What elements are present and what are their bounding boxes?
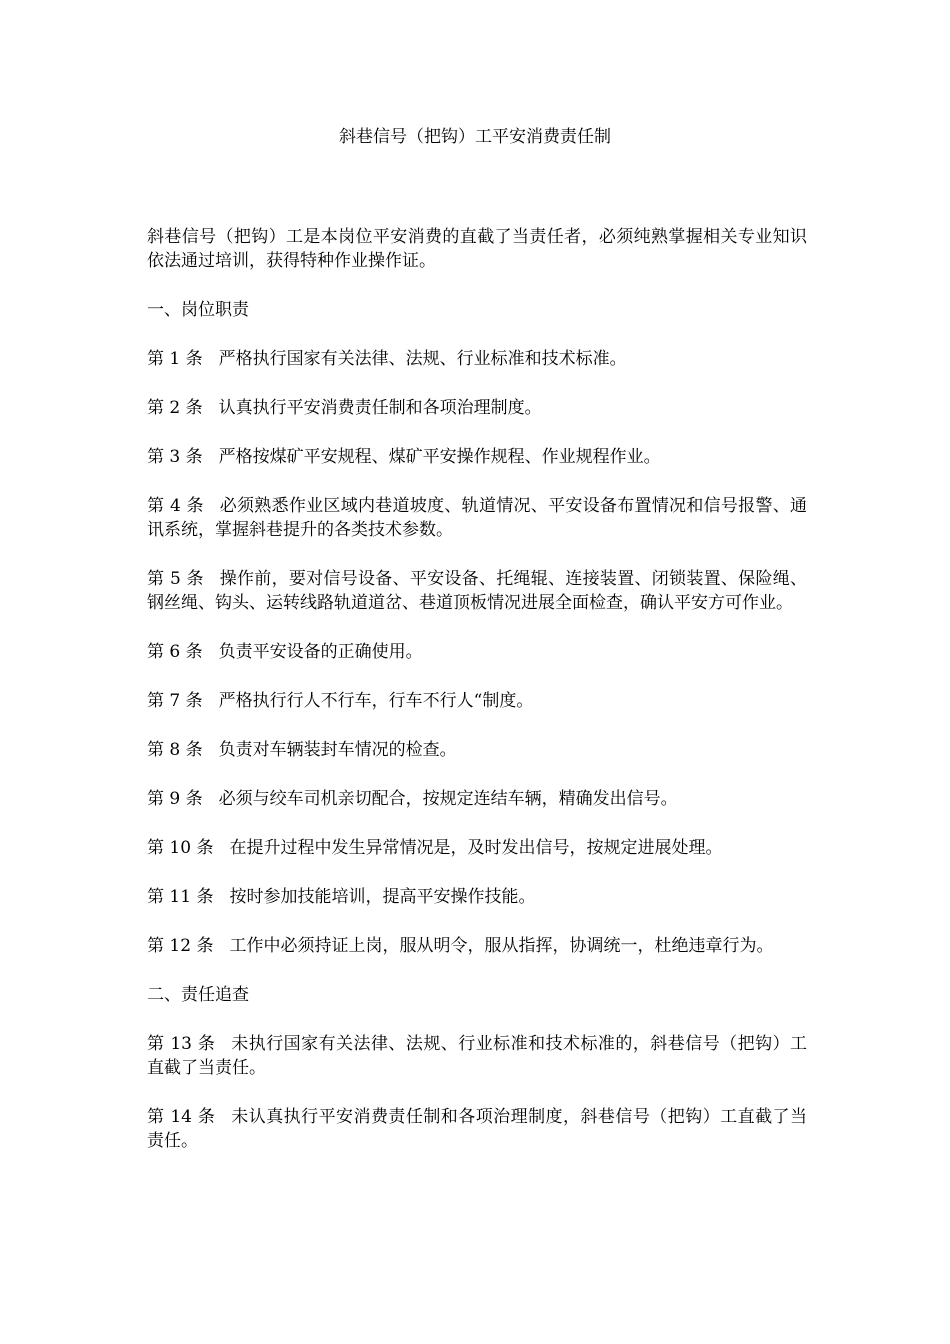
article	[147, 885, 807, 909]
article	[147, 934, 807, 958]
article-text: 必须与绞车司机亲切配合，按规定连结车辆，精确发出信号。	[218, 789, 678, 809]
article	[147, 738, 807, 762]
article-number: 第 12 条	[147, 936, 214, 956]
article-number: 第 1 条	[147, 349, 203, 369]
article-text: 在提升过程中发生异常情况是，及时发出信号，按规定进展处理。	[229, 838, 723, 858]
article-number: 第 14 条	[147, 1107, 216, 1127]
article	[147, 445, 807, 469]
article-text: 严格执行国家有关法律、法规、行业标准和技术标准。	[218, 349, 627, 369]
article-text: 工作中必须持证上岗，服从明令，服从指挥，协调统一，杜绝违章行为。	[229, 936, 774, 956]
document-title: 斜巷信号（把钩）工平安消费责任制	[339, 127, 611, 147]
article	[147, 1032, 807, 1080]
article	[147, 689, 807, 713]
article-text: 未认真执行平安消费责任制和各项治理制度，斜巷信号（把钩）工直截了当责任。	[147, 1107, 807, 1151]
article-number: 第 3 条	[147, 447, 203, 467]
intro-paragraph: 斜巷信号（把钩）工是本岗位平安消费的直截了当责任者，必须纯熟掌握相关专业知识依法通过培训，获得特种作业操作证。	[147, 227, 807, 271]
article-number: 第 9 条	[147, 789, 203, 809]
article	[147, 347, 807, 371]
article	[147, 494, 807, 542]
article-number: 第 2 条	[147, 398, 203, 418]
article-number: 第 13 条	[147, 1034, 216, 1054]
article	[147, 836, 807, 860]
article-number: 第 4 条	[147, 496, 204, 516]
article-text: 严格按煤矿平安规程、煤矿平安操作规程、作业规程作业。	[218, 447, 661, 467]
article-number: 第 11 条	[147, 887, 214, 907]
article-text: 负责对车辆装封车情况的检查。	[218, 740, 457, 760]
article	[147, 567, 807, 615]
article	[147, 1105, 807, 1153]
article	[147, 640, 807, 664]
article	[147, 787, 807, 811]
article-number: 第 10 条	[147, 838, 214, 858]
article-text: 未执行国家有关法律、法规、行业标准和技术标准的，斜巷信号（把钩）工直截了当责任。	[147, 1034, 807, 1078]
article	[147, 396, 807, 420]
section-heading-duties: 一、岗位职责	[147, 300, 249, 320]
article-text: 按时参加技能培训，提高平安操作技能。	[229, 887, 536, 907]
article-text: 负责平安设备的正确使用。	[218, 642, 423, 662]
article-text: 严格执行行人不行车，行车不行人“制度。	[218, 691, 534, 711]
document-body	[147, 225, 807, 1178]
article-number: 第 8 条	[147, 740, 203, 760]
article-text: 认真执行平安消费责任制和各项治理制度。	[218, 398, 542, 418]
section-heading-accountability: 二、责任追查	[147, 985, 249, 1005]
article-text: 必须熟悉作业区域内巷道坡度、轨道情况、平安设备布置情况和信号报警、通讯系统，掌握斜巷提升的各类技术参数。	[147, 496, 808, 540]
article-number: 第 7 条	[147, 691, 203, 711]
article-number: 第 5 条	[147, 569, 204, 589]
article-number: 第 6 条	[147, 642, 203, 662]
article-text: 操作前，要对信号设备、平安设备、托绳辊、连接装置、闭锁装置、保险绳、钢丝绳、钩头、运转线路轨道道岔、巷道顶板情况进展全面检查，确认平安方可作业。	[147, 569, 808, 613]
